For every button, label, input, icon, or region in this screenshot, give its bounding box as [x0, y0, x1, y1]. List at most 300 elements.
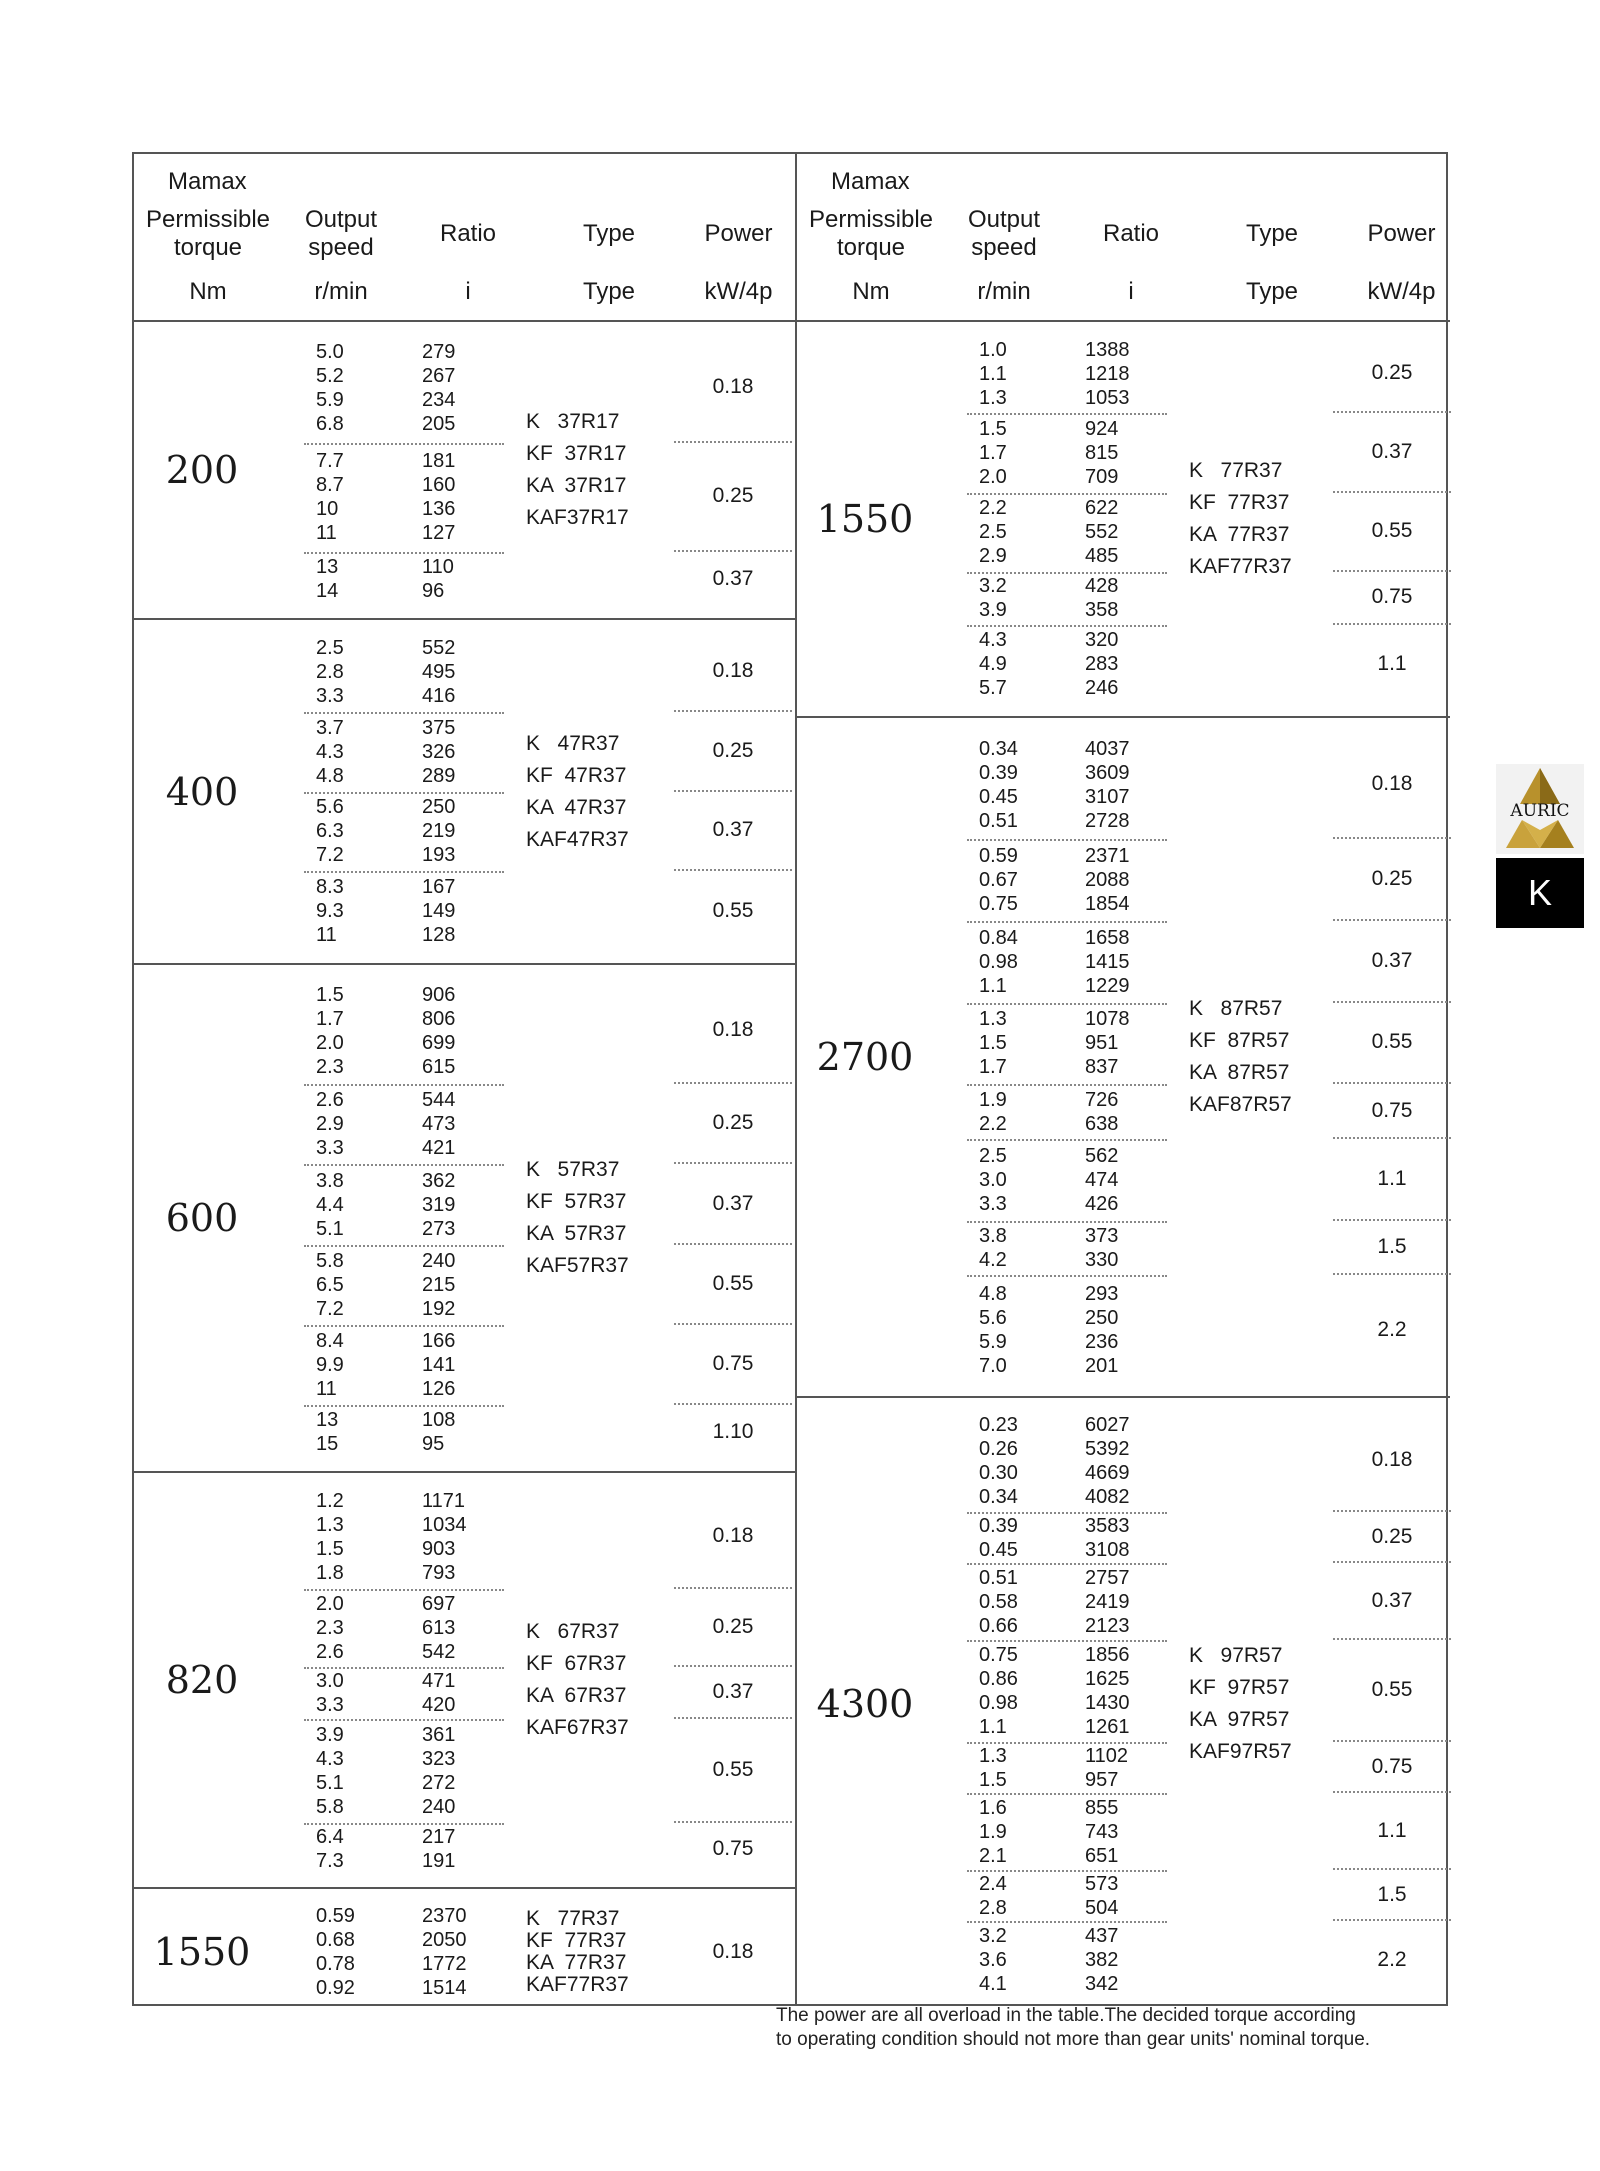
header-mamax: Mamax	[831, 168, 910, 195]
ratio-value: 201	[1085, 1354, 1119, 1377]
power-value: 0.25	[674, 443, 792, 552]
ratio-value: 319	[422, 1193, 456, 1216]
ratio-value: 1102	[1085, 1744, 1129, 1767]
ratio-value: 192	[422, 1297, 456, 1320]
table-row	[304, 1976, 504, 2000]
table-row	[304, 795, 504, 819]
output-speed: 0.30	[979, 1462, 1018, 1485]
ratio-block	[967, 1275, 1167, 1384]
torque-group	[134, 620, 795, 965]
table-row	[304, 555, 504, 579]
power-value: 0.37	[674, 1164, 792, 1244]
gear-type: KF 87R57	[1189, 1029, 1290, 1052]
ratio-value: 167	[422, 876, 456, 899]
output-speed: 4.3	[316, 740, 344, 763]
table-row	[967, 496, 1167, 520]
header-unit: kW/4p	[1367, 278, 1436, 305]
gear-type: KAF67R37	[526, 1716, 629, 1739]
table-row	[967, 950, 1167, 974]
ratio-block	[967, 839, 1167, 923]
gear-type: KAF37R17	[526, 506, 629, 529]
power-value: 1.10	[712, 1420, 754, 1444]
table-row	[304, 740, 504, 764]
ratio-value: 250	[1085, 1306, 1119, 1329]
ratio-value: 837	[1085, 1056, 1119, 1079]
output-speed: 5.8	[316, 1796, 344, 1818]
table-row	[304, 1031, 504, 1055]
header-torque-line2: torque	[836, 234, 906, 261]
output-speed: 1.7	[979, 441, 1007, 464]
table-row	[967, 1566, 1167, 1590]
table-row	[304, 1377, 504, 1401]
output-speed: 0.23	[979, 1414, 1018, 1437]
header-torque-line1: Permissible	[808, 206, 934, 233]
output-speed: 13	[316, 555, 339, 578]
ratio-value: 4037	[1085, 737, 1130, 760]
output-speed: 3.3	[316, 684, 344, 707]
output-speed: 1.6	[979, 1796, 1007, 1819]
table-row	[304, 684, 504, 708]
output-speed: 0.86	[979, 1668, 1018, 1691]
ratio-block	[304, 977, 504, 1086]
output-speed: 0.92	[316, 1976, 355, 1999]
table-row	[967, 1112, 1167, 1136]
output-speed: 6.5	[316, 1273, 344, 1296]
output-speed: 1.3	[979, 386, 1007, 409]
output-speed: 4.8	[316, 764, 344, 787]
output-speed: 1.1	[979, 974, 1007, 997]
power-value: 0.25	[674, 1589, 792, 1667]
output-speed: 0.68	[316, 1928, 355, 1951]
output-speed: 3.3	[316, 1137, 344, 1160]
table-row	[967, 676, 1167, 700]
table-row	[304, 1723, 504, 1747]
output-speed: 13	[316, 1409, 339, 1432]
table-row	[304, 660, 504, 684]
ratio-value: 1034	[422, 1514, 467, 1536]
output-speed: 5.7	[979, 677, 1007, 700]
output-speed: 3.8	[316, 1169, 344, 1192]
header-ratio: Ratio	[439, 220, 497, 247]
output-speed: 2.8	[979, 1896, 1007, 1919]
output-speed: 5.1	[316, 1217, 344, 1240]
ratio-value: 166	[422, 1330, 456, 1353]
output-speed: 2.5	[979, 521, 1007, 544]
ratio-value: 426	[1085, 1192, 1119, 1215]
table-row	[967, 761, 1167, 785]
output-speed: 0.59	[316, 1904, 355, 1927]
power-value: 0.18	[674, 632, 792, 712]
power-value: 1.1	[1333, 1139, 1451, 1221]
power-value: 0.18	[1333, 1410, 1451, 1512]
ratio-value: 957	[1085, 1768, 1119, 1791]
auric-logo	[1496, 764, 1584, 854]
output-speed: 2.6	[316, 1641, 344, 1663]
ratio-value: 1415	[1085, 950, 1130, 973]
table-row	[304, 1112, 504, 1136]
output-speed: 3.0	[979, 1168, 1007, 1191]
ratio-value: 240	[422, 1249, 456, 1272]
table-row	[304, 1193, 504, 1217]
table-row	[304, 1747, 504, 1771]
output-speed: 15	[316, 1433, 339, 1456]
header-unit: i	[1128, 278, 1134, 305]
output-speed: 1.5	[979, 1032, 1007, 1055]
table-row	[304, 1432, 504, 1456]
ratio-value: 726	[1085, 1088, 1119, 1111]
ratio-value: 320	[1085, 629, 1119, 652]
table-row	[967, 1282, 1167, 1306]
ratio-value: 416	[422, 684, 456, 707]
power-value: 0.25	[1333, 839, 1451, 921]
torque-group	[797, 322, 1450, 718]
ratio-block	[967, 1793, 1167, 1872]
output-speed: 5.9	[979, 1330, 1007, 1353]
output-speed: 2.3	[316, 1055, 344, 1078]
footnote-line-2: to operating condition should not more than gear units' nominal torque.	[776, 2029, 1371, 2050]
ratio-value: 193	[422, 844, 456, 867]
output-speed: 5.6	[316, 796, 344, 819]
ratio-value: 573	[1085, 1872, 1119, 1895]
ratio-value: 552	[422, 636, 456, 659]
gear-type: KF 67R37	[526, 1652, 627, 1675]
table-right-half	[795, 154, 1450, 2004]
torque-value: 4300	[816, 1682, 914, 1726]
ratio-value: 793	[422, 1562, 456, 1584]
table-row	[967, 362, 1167, 386]
torque-value: 200	[165, 448, 239, 492]
gear-type: K 87R57	[1189, 997, 1283, 1020]
power-value: 2.2	[1377, 1947, 1407, 1971]
table-row	[967, 1192, 1167, 1216]
specification-table	[132, 152, 1448, 2006]
table-row	[304, 1928, 504, 1952]
ratio-block	[967, 1084, 1167, 1141]
torque-value: 600	[165, 1196, 239, 1240]
table-left-half	[134, 154, 795, 2004]
table-row	[304, 1329, 504, 1353]
output-speed: 1.7	[979, 1056, 1007, 1079]
table-row	[304, 340, 504, 364]
gear-type: KF 37R17	[526, 442, 627, 465]
output-speed: 0.45	[979, 785, 1018, 808]
table-row	[967, 1820, 1167, 1844]
header-unit: Nm	[852, 278, 890, 305]
ratio-value: 108	[422, 1409, 456, 1432]
output-speed: 6.8	[316, 413, 344, 436]
power-value: 0.37	[1333, 413, 1451, 492]
table-row	[304, 1249, 504, 1273]
header-unit: r/min	[314, 278, 368, 305]
table-row	[304, 1537, 504, 1561]
output-speed: 8.4	[316, 1330, 344, 1353]
ratio-block	[967, 1742, 1167, 1795]
header-unit: i	[465, 278, 471, 305]
gear-type: K 57R37	[526, 1158, 620, 1181]
torque-group	[134, 322, 795, 620]
output-speed: 0.34	[979, 1486, 1018, 1509]
header-type: Type	[1245, 220, 1299, 247]
output-speed: 2.6	[316, 1089, 344, 1112]
ratio-block	[967, 1640, 1167, 1744]
torque-group	[134, 1473, 795, 1889]
table-row	[304, 1513, 504, 1537]
output-speed: 9.9	[316, 1354, 344, 1377]
ratio-value: 2123	[1085, 1614, 1130, 1637]
header-speed-line2: speed	[308, 234, 374, 261]
table-row	[967, 1248, 1167, 1272]
header-speed-line1: Output	[967, 206, 1041, 233]
output-speed: 3.3	[979, 1192, 1007, 1215]
gear-type: KA 87R57	[1189, 1061, 1290, 1084]
output-speed: 1.2	[316, 1490, 344, 1512]
ratio-block	[304, 1667, 504, 1721]
table-row	[967, 974, 1167, 998]
power-value: 0.37	[674, 1667, 792, 1719]
power-value: 0.18	[1333, 730, 1451, 839]
table-row	[967, 785, 1167, 809]
gear-type: K 97R57	[1189, 1644, 1283, 1667]
output-speed: 0.58	[979, 1590, 1018, 1613]
output-speed: 7.7	[316, 450, 344, 473]
gear-types	[1189, 1640, 1339, 1768]
table-row	[304, 364, 504, 388]
gear-type: KA 57R37	[526, 1222, 627, 1245]
table-row	[304, 764, 504, 788]
table-row	[967, 737, 1167, 761]
output-speed: 6.3	[316, 820, 344, 843]
output-speed: 4.3	[979, 629, 1007, 652]
table-row	[967, 1614, 1167, 1638]
table-row	[304, 716, 504, 740]
ratio-block	[967, 572, 1167, 627]
ratio-value: 2419	[1085, 1590, 1130, 1613]
ratio-value: 323	[422, 1748, 456, 1770]
gear-type: K 47R37	[526, 731, 620, 755]
gear-type: KA 77R37	[526, 1950, 627, 1974]
output-speed: 0.51	[979, 1566, 1018, 1589]
gear-type: K 37R17	[526, 410, 620, 433]
ratio-value: 471	[422, 1670, 456, 1692]
ratio-value: 126	[422, 1378, 456, 1401]
table-row	[967, 1461, 1167, 1485]
ratio-value: 4669	[1085, 1462, 1130, 1485]
power-value: 0.25	[674, 712, 792, 792]
ratio-value: 141	[422, 1354, 456, 1377]
ratio-block	[967, 413, 1167, 494]
ratio-value: 1261	[1085, 1716, 1130, 1739]
table-row	[967, 1437, 1167, 1461]
power-value: 0.25	[1333, 334, 1451, 413]
table-row	[967, 1744, 1167, 1768]
ratio-value: 903	[422, 1538, 456, 1560]
ratio-value: 421	[422, 1137, 456, 1160]
output-speed: 1.5	[316, 1538, 344, 1560]
table-row	[304, 1055, 504, 1079]
table-row	[304, 497, 504, 521]
header-unit: Type	[1245, 278, 1299, 305]
output-speed: 0.78	[316, 1952, 355, 1975]
ratio-block	[304, 1901, 504, 2002]
table-row	[967, 598, 1167, 622]
gear-type: KAF77R37	[1189, 555, 1292, 578]
output-speed: 1.8	[316, 1562, 344, 1584]
ratio-value: 96	[422, 579, 445, 602]
table-header	[134, 154, 795, 322]
table-row	[967, 1768, 1167, 1792]
power-value: 0.18	[674, 1485, 792, 1589]
ratio-value: 2050	[422, 1928, 467, 1951]
output-speed: 2.5	[316, 636, 344, 659]
footnote	[776, 2004, 1476, 2052]
torque-group	[134, 1889, 795, 2014]
output-speed: 2.0	[316, 1593, 344, 1615]
power-value: 1.1	[1333, 1793, 1451, 1870]
table-row	[967, 1844, 1167, 1868]
gear-type: KA 97R57	[1189, 1708, 1290, 1731]
output-speed: 3.2	[979, 575, 1007, 598]
power-value: 0.75	[1333, 1084, 1451, 1139]
output-speed: 7.2	[316, 844, 344, 867]
output-speed: 8.3	[316, 876, 344, 899]
power-value: 0.37	[674, 792, 792, 872]
ratio-block	[304, 1245, 504, 1327]
table-row	[304, 1297, 504, 1321]
table-row	[304, 1273, 504, 1297]
ratio-value: 267	[422, 365, 456, 388]
ratio-value: 428	[1085, 575, 1119, 598]
table-row	[304, 473, 504, 497]
ratio-value: 234	[422, 389, 456, 412]
gear-type: KF 47R37	[526, 763, 627, 787]
ratio-value: 279	[422, 341, 456, 364]
table-row	[967, 1031, 1167, 1055]
header-type: Type	[582, 220, 636, 247]
table-row	[967, 417, 1167, 441]
ratio-block	[304, 552, 504, 606]
table-row	[304, 1825, 504, 1849]
output-speed: 1.1	[979, 362, 1007, 385]
output-speed: 2.0	[316, 1031, 344, 1054]
table-row	[967, 1007, 1167, 1031]
table-row	[967, 1590, 1167, 1614]
table-row	[967, 1896, 1167, 1920]
ratio-block	[967, 1563, 1167, 1642]
ratio-value: 495	[422, 660, 456, 683]
ratio-value: 2371	[1085, 844, 1130, 867]
torque-value: 820	[165, 1658, 239, 1702]
ratio-block	[967, 730, 1167, 841]
ratio-value: 219	[422, 820, 456, 843]
ratio-value: 382	[1085, 1948, 1119, 1971]
output-speed: 3.8	[979, 1224, 1007, 1247]
power-value: 0.75	[1333, 1742, 1451, 1793]
power-value: 1.1	[1377, 652, 1407, 676]
footnote-line-1: The power are all overload in the table.The decided torque according	[776, 2005, 1356, 2026]
ratio-value: 709	[1085, 465, 1119, 488]
gear-types	[1189, 993, 1339, 1121]
output-speed: 1.9	[979, 1088, 1007, 1111]
output-speed: 1.3	[316, 1514, 344, 1536]
ratio-block	[304, 1325, 504, 1407]
table-row	[304, 899, 504, 923]
table-row	[304, 1795, 504, 1819]
table-row	[304, 1616, 504, 1640]
ratio-value: 504	[1085, 1896, 1119, 1919]
ratio-value: 622	[1085, 497, 1119, 520]
ratio-value: 4082	[1085, 1486, 1130, 1509]
gear-type: KAF47R37	[526, 827, 629, 851]
ratio-value: 1388	[1085, 338, 1130, 361]
table-row	[967, 809, 1167, 833]
ratio-block	[304, 632, 504, 714]
output-speed: 10	[316, 498, 339, 521]
table-row	[304, 819, 504, 843]
header-ratio: Ratio	[1102, 220, 1160, 247]
output-speed: 0.84	[979, 926, 1018, 949]
ratio-value: 562	[1085, 1144, 1119, 1167]
ratio-value: 613	[422, 1617, 456, 1639]
table-row	[967, 1691, 1167, 1715]
ratio-value: 3108	[1085, 1538, 1130, 1561]
ratio-value: 128	[422, 924, 456, 947]
table-row	[304, 1904, 504, 1928]
ratio-value: 1854	[1085, 892, 1130, 915]
power-value: 0.75	[674, 1325, 792, 1405]
output-speed: 1.5	[979, 1768, 1007, 1791]
output-speed: 5.6	[979, 1306, 1007, 1329]
table-row	[967, 1330, 1167, 1354]
power-value: 0.55	[712, 899, 754, 923]
table-row	[304, 1007, 504, 1031]
table-row	[967, 1972, 1167, 1996]
table-row	[304, 636, 504, 660]
ratio-value: 1218	[1085, 362, 1130, 385]
output-speed: 6.4	[316, 1826, 344, 1848]
gear-type: KAF87R57	[1189, 1093, 1292, 1116]
output-speed: 4.9	[979, 653, 1007, 676]
output-speed: 3.3	[316, 1694, 344, 1716]
torque-group	[134, 965, 795, 1473]
power-value: 0.18	[674, 977, 792, 1084]
ratio-value: 5392	[1085, 1438, 1130, 1461]
table-row	[304, 1088, 504, 1112]
power-value: 0.25	[674, 1084, 792, 1164]
output-speed: 3.7	[316, 716, 344, 739]
table-row	[304, 843, 504, 867]
ratio-value: 373	[1085, 1224, 1119, 1247]
ratio-value: 342	[1085, 1972, 1119, 1995]
ratio-value: 1053	[1085, 386, 1130, 409]
output-speed: 2.4	[979, 1872, 1007, 1895]
ratio-value: 95	[422, 1433, 445, 1456]
gear-type: KA 47R37	[526, 795, 627, 819]
power-value: 1.5	[1333, 1870, 1451, 1921]
table-row	[304, 1592, 504, 1616]
power-value: 0.37	[1333, 921, 1451, 1003]
gear-types	[1189, 455, 1339, 583]
ratio-block	[967, 921, 1167, 1005]
ratio-value: 246	[1085, 677, 1119, 700]
header-power: Power	[704, 220, 773, 247]
table-row	[967, 1088, 1167, 1112]
output-speed: 0.39	[979, 1514, 1018, 1537]
ratio-value: 272	[422, 1772, 456, 1794]
ratio-value: 215	[422, 1273, 456, 1296]
output-speed: 1.1	[979, 1716, 1007, 1739]
ratio-value: 283	[1085, 653, 1119, 676]
ratio-block	[304, 334, 504, 445]
